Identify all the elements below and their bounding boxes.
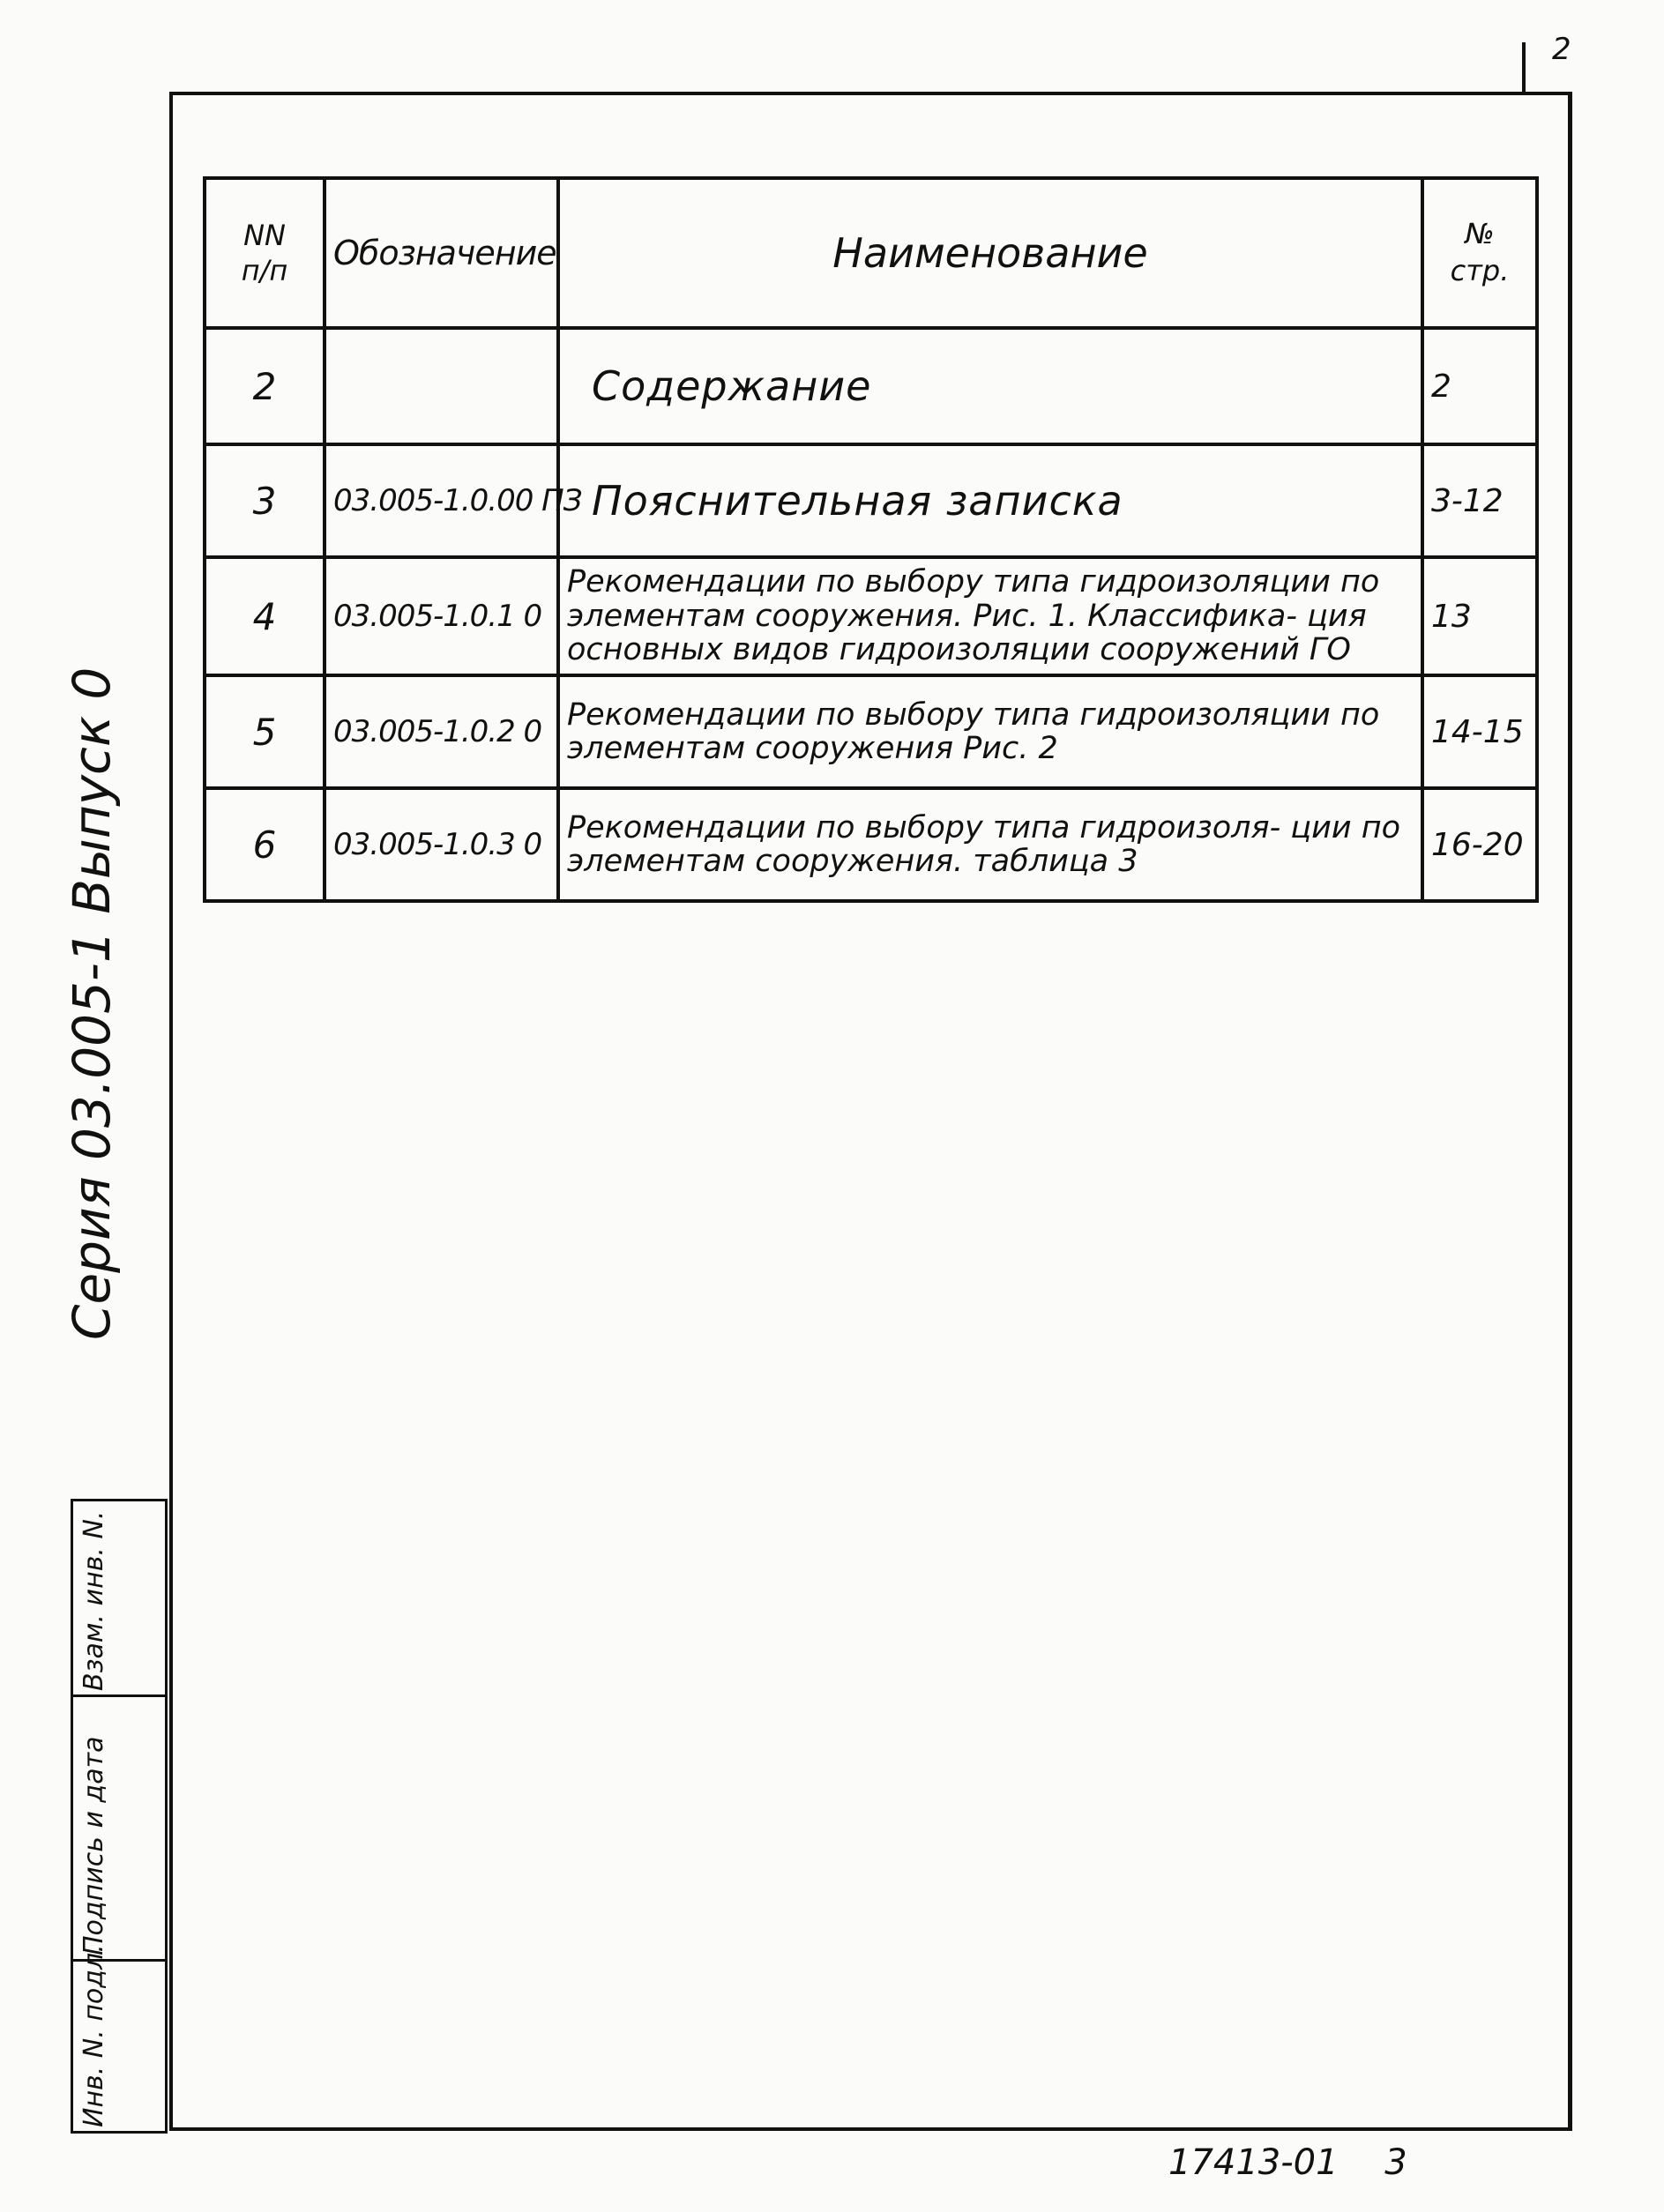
row-page: 13 [1422, 557, 1537, 675]
row-page: 14-15 [1422, 675, 1537, 788]
stamp-inv-original: Инв. N. подл. [73, 1959, 165, 2131]
header-nn-line2: п/п [241, 254, 288, 287]
row-page: 3-12 [1422, 444, 1537, 557]
corner-page-number: 2 [1552, 32, 1571, 67]
table-row [205, 675, 1537, 788]
row-name: Рекомендации по выбору типа гидроизоляции по элементам сооружения Рис. 2 [558, 675, 1422, 788]
header-nn-line1: NN [243, 219, 286, 252]
table-row [205, 788, 1537, 901]
header-name: Наименование [558, 178, 1422, 328]
row-code: 03.005-1.0.3 0 [325, 788, 558, 901]
footer-page-number: 3 [1384, 2142, 1407, 2183]
table-row [205, 328, 1537, 444]
row-number: 3 [205, 444, 325, 557]
header-nn [205, 178, 325, 328]
row-page: 2 [1422, 328, 1537, 444]
row-code: 03.005-1.0.1 0 [325, 557, 558, 675]
side-stamp [71, 1499, 168, 2134]
table-row [205, 444, 1537, 557]
row-code: 03.005-1.0.2 0 [325, 675, 558, 788]
header-page-line2: стр. [1450, 254, 1510, 287]
footer [1168, 2142, 1443, 2183]
stamp-replacement-inv: Взам. инв. N. [78, 1510, 109, 1691]
series-title: Серия 03.005-1 Выпуск 0 [62, 667, 122, 1340]
table-row [205, 557, 1537, 675]
header-page [1422, 178, 1537, 328]
row-number: 2 [205, 328, 325, 444]
corner-tick [1522, 42, 1526, 92]
row-code [325, 328, 558, 444]
row-number: 6 [205, 788, 325, 901]
stamp-signature-date: Подпись и дата [73, 1694, 165, 1959]
row-name: Содержание [558, 328, 1422, 444]
row-number: 4 [205, 557, 325, 675]
header-row [205, 178, 1537, 328]
header-page-line1: № [1465, 217, 1495, 251]
row-name: Пояснительная записка [558, 444, 1422, 557]
footer-doc-number: 17413-01 [1168, 2142, 1339, 2183]
row-number: 5 [205, 675, 325, 788]
row-name: Рекомендации по выбору типа гидроизоляции по элементам сооружения. Рис. 1. Классифика- ция основных видов гидроизоляции сооружений ГО [558, 557, 1422, 675]
header-code: Обозначение [325, 178, 558, 328]
row-name: Рекомендации по выбору типа гидроизоля- ции по элементам сооружения. таблица 3 [558, 788, 1422, 901]
contents-table [203, 176, 1539, 903]
row-code: 03.005-1.0.00 ПЗ [325, 444, 558, 557]
row-page: 16-20 [1422, 788, 1537, 901]
